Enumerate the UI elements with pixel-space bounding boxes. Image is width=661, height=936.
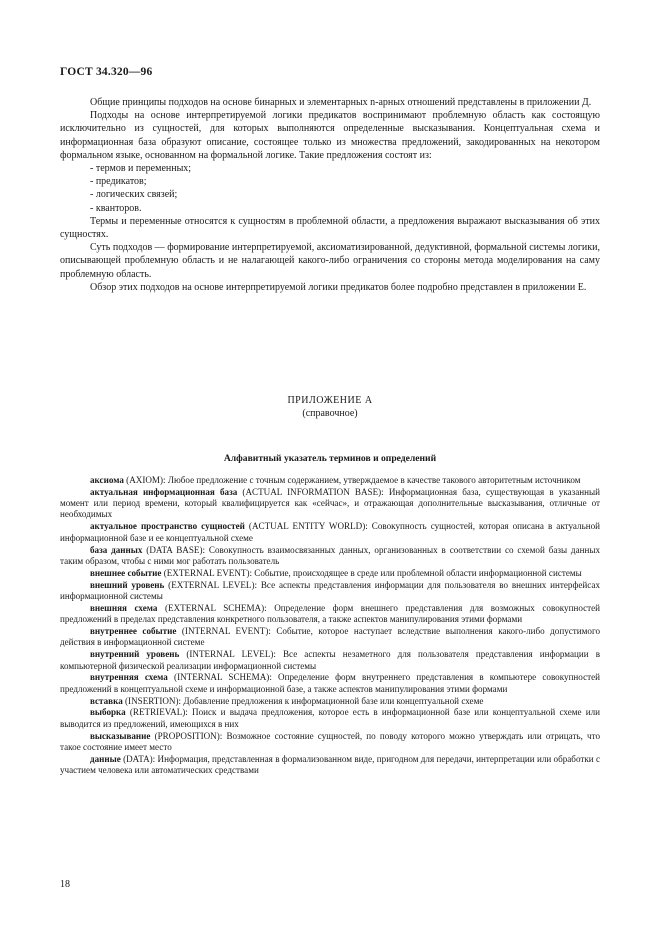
definition-entry — [60, 603, 600, 626]
definition-entry — [60, 475, 600, 486]
definition-term: база данных — [90, 544, 143, 555]
definition-term: актуальная информационная база — [90, 486, 238, 497]
definition-term: высказывание — [90, 730, 151, 741]
definition-text: (AXIOM): Любое предложение с точным содержанием, утверждаемое в качестве такового авторитетным источником — [123, 475, 581, 485]
definition-term: внутренний уровень — [90, 649, 180, 660]
definition-text: (EXTERNAL SCHEMA): Определение форм внешнего представления для возможных совокупностей предложений в пределах представления конкретного пользователя, а также аспектов манипулирования этими формами — [60, 602, 601, 625]
definition-text: (RETRIEVAL): Поиск и выдача предложения, которое есть в информационной базе или концептуальной схеме или выводится из предложений, имеющихся в них — [60, 707, 600, 729]
definition-entry — [60, 568, 600, 579]
definition-text: (ACTUAL ENTITY WORLD): Совокупность сущностей, которая описана в актуальной информационной базе и ее концептуальной схеме — [60, 521, 601, 543]
definition-text: (INTERNAL EVENT): Событие, которое наступает вследствие выполнения какого-либо допустимого действия в информационной системе — [60, 626, 600, 648]
definitions-list — [60, 475, 600, 777]
definition-entry — [60, 731, 600, 754]
definition-text: (INSERTION): Добавление предложения к информационной базе или концептуальной схеме — [122, 695, 484, 706]
body-text — [60, 96, 600, 294]
definition-text: (EXTERNAL EVENT): Событие, происходящее в среде или проблемной области информационной системы — [161, 567, 582, 578]
index-title: Алфавитный указатель терминов и определений — [223, 453, 437, 464]
definition-term: данные — [90, 753, 121, 764]
definition-term: внешний уровень — [90, 579, 165, 590]
definition-text: (DATA): Информация, представленная в формализованном виде, пригодном для передачи, интерпретации или обработки с участием человека или автоматических средствами — [60, 753, 600, 776]
definition-entry — [60, 521, 600, 544]
definition-entry — [60, 580, 600, 603]
list-item: - предикатов; — [90, 176, 147, 188]
definition-entry — [60, 545, 600, 568]
definition-text: (INTERNAL LEVEL): Все аспекты незаметного для пользователя представления информации в компьютерной физической реализации информационной системы — [60, 649, 600, 671]
document-header: ГОСТ 34.320—96 — [60, 66, 153, 78]
list-item: - кванторов. — [90, 202, 142, 214]
appendix-heading — [60, 394, 600, 420]
paragraph: Общие принципы подходов на основе бинарных и элементарных n-арных отношений представлены в приложении Д. — [90, 97, 592, 108]
definition-text: (EXTERNAL LEVEL): Все аспекты представления информации для пользователя во внешних интерфейсах информационной системы — [60, 579, 600, 601]
paragraph: Подходы на основе интерпретируемой логики предикатов воспринимают проблемную область как состоящую исключительно из сущностей, для которых выполняются определенные высказывания. Концептуальная схема и информационная база образуют описание, состоящее только из множества предложений, закодированных на некотором формальном языке, основанном на формальной логике. Такие предложения состоят из: — [60, 110, 600, 161]
definition-entry — [60, 649, 600, 672]
definition-text: (INTERNAL SCHEMA): Определение форм внутреннего представления в компьютере совокупностей предложений в концептуальной схеме и информационной базе, а также аспектов манипулирования этими формами — [60, 672, 600, 694]
definition-text: (DATA BASE): Совокупность взаимосвязанных данных, организованных в соответствии со схемой базы данных таким образом, чтобы с ними мог работать пользователь — [60, 544, 600, 566]
definition-entry — [60, 696, 600, 707]
list-item: - логических связей; — [90, 189, 178, 201]
definition-term: актуальное пространство сущностей — [90, 521, 245, 532]
page-number: 18 — [60, 879, 70, 890]
definition-entry — [60, 754, 600, 777]
definition-term: вставка — [90, 695, 123, 706]
paragraph: Суть подходов — формирование интерпретируемой, аксиоматизированной, дедуктивной, формальной системы логики, описывающей проблемную область и не налагающей какого-либо ограничения со стороны метода моделирования на саму проблемную область. — [60, 242, 600, 280]
definition-term: внешняя схема — [90, 602, 158, 613]
appendix-subtitle: (справочное) — [302, 408, 358, 419]
definition-entry — [60, 672, 600, 695]
definition-term: внутреннее событие — [90, 626, 177, 637]
paragraph: Обзор этих подходов на основе интерпретируемой логики предикатов более подробно представлен в приложении Е. — [90, 281, 587, 293]
definition-term: внешнее событие — [90, 567, 162, 578]
definition-text: (PROPOSITION): Возможное состояние сущностей, по поводу которого можно утверждать или отрицать, что такое состояние имеет место — [60, 730, 600, 752]
definition-entry — [60, 707, 600, 730]
definition-term: аксиома — [90, 475, 124, 485]
paragraph: Термы и переменные относятся к сущностям в проблемной области, а предложения выражают высказывания об этих сущностях. — [60, 215, 600, 241]
appendix-title: ПРИЛОЖЕНИЕ А — [287, 395, 373, 406]
list-item: - термов и переменных; — [90, 163, 192, 175]
definition-term: выборка — [90, 707, 126, 718]
definition-text: (ACTUAL INFORMATION BASE): Информационная база, существующая в указанный момент или период времени, который квалифицируется как «сейчас», и отражающая дополнительные высказывания, отличные от необходимых — [60, 486, 600, 520]
definition-entry — [60, 487, 600, 521]
definition-entry — [60, 626, 600, 649]
definition-term: внутренняя схема — [90, 672, 168, 683]
